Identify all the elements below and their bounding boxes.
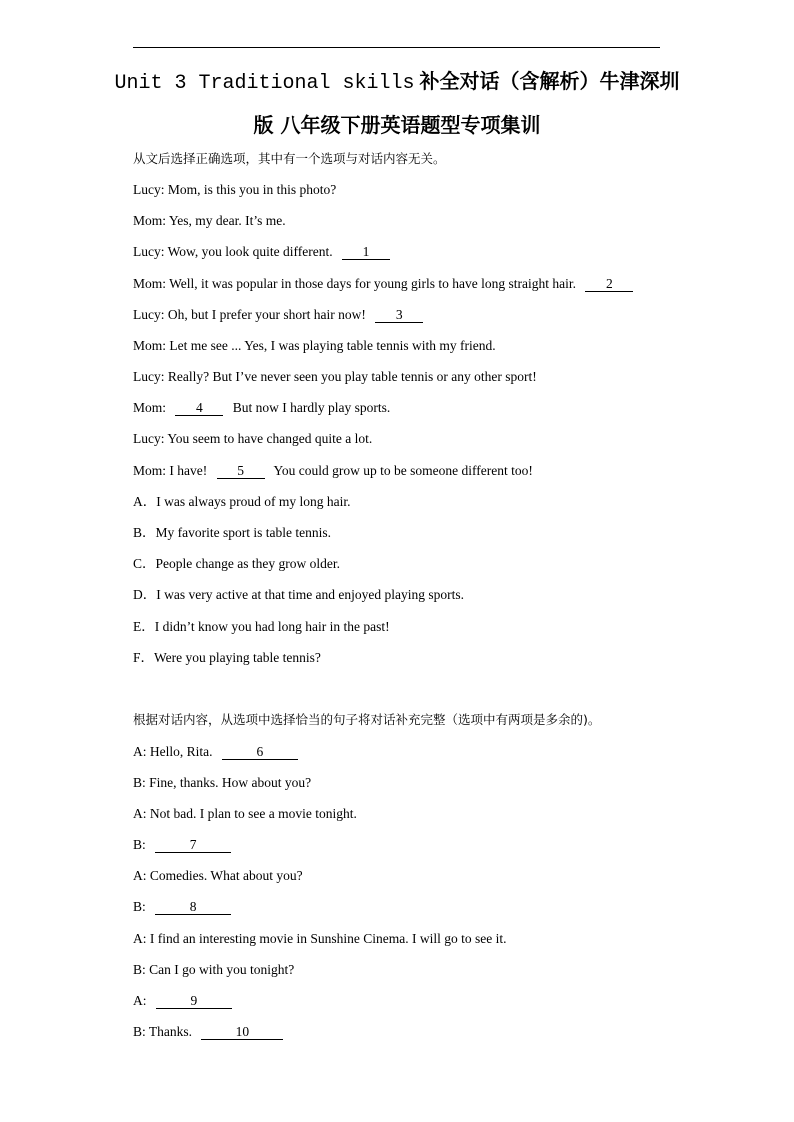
dialogue-text: A: Not bad. I plan to see a movie tonight. (133, 806, 357, 821)
dialogue-text: Lucy: Really? But I’ve never seen you play table tennis or any other sport! (133, 369, 537, 384)
dialogue-text: Lucy: Oh, but I prefer your short hair now! (133, 307, 366, 322)
dialogue-line (133, 774, 311, 792)
answer-blank-9[interactable]: 9 (156, 993, 232, 1009)
dialogue-text: B: (133, 837, 146, 852)
title-unit-text: Unit 3 Traditional skills (114, 72, 415, 95)
dialogue-line (133, 430, 372, 448)
option-f: F．Were you playing table tennis? (133, 650, 321, 665)
option-d: D．I was very active at that time and enjoyed playing sports. (133, 587, 465, 602)
dialogue-line (133, 462, 533, 480)
dialogue-text-after: You could grow up to be someone different too! (273, 463, 533, 478)
dialogue-line (133, 181, 336, 199)
dialogue-text: A: Comedies. What about you? (133, 868, 303, 883)
option-a: A．I was always proud of my long hair. (133, 494, 351, 509)
answer-blank-2[interactable]: 2 (585, 276, 633, 292)
answer-blank-4[interactable]: 4 (175, 400, 223, 416)
dialogue-text: A: (133, 993, 147, 1008)
answer-blank-7[interactable]: 7 (155, 837, 231, 853)
dialogue-text: Mom: Yes, my dear. It’s me. (133, 213, 286, 228)
dialogue-text: Mom: (133, 400, 167, 415)
dialogue-line (133, 399, 390, 417)
answer-blank-10[interactable]: 10 (201, 1024, 283, 1040)
answer-blank-8[interactable]: 8 (155, 899, 231, 915)
dialogue-line (133, 867, 303, 885)
dialogue-text: B: Fine, thanks. How about you? (133, 775, 312, 790)
dialogue-line (133, 212, 286, 230)
dialogue-line (133, 992, 238, 1010)
dialogue-line (133, 275, 639, 293)
option-b: B．My favorite sport is table tennis. (133, 525, 331, 540)
document-title-line-1 (100, 69, 694, 96)
dialogue-text: Mom: Let me see ... Yes, I was playing table tennis with my friend. (133, 338, 496, 353)
document-title-line-2 (100, 113, 694, 138)
answer-blank-5[interactable]: 5 (217, 463, 265, 479)
section1-instruction: 从文后选择正确选项，其中有一个选项与对话内容无关。 (133, 151, 446, 166)
title-cjk-text: 补全对话（含解析）牛津深圳 (419, 69, 680, 93)
dialogue-text: Lucy: Mom, is this you in this photo? (133, 182, 337, 197)
title-cjk-text-2: 版 八年级下册英语题型专项集训 (253, 113, 541, 137)
dialogue-text: Mom: Well, it was popular in those days for young girls to have long straight hair. (133, 276, 576, 291)
dialogue-line (133, 368, 537, 386)
dialogue-line (133, 743, 304, 761)
answer-blank-6[interactable]: 6 (222, 744, 298, 760)
dialogue-text: Lucy: You seem to have changed quite a lot. (133, 431, 373, 446)
option-e: E．I didn’t know you had long hair in the past! (133, 619, 390, 634)
dialogue-text: A: Hello, Rita. (133, 744, 213, 759)
answer-blank-3[interactable]: 3 (375, 307, 423, 323)
dialogue-line (133, 243, 396, 261)
dialogue-text: A: I find an interesting movie in Sunshine Cinema. I will go to see it. (133, 931, 507, 946)
answer-blank-1[interactable]: 1 (342, 244, 390, 260)
dialogue-line (133, 805, 357, 823)
dialogue-line (133, 961, 294, 979)
dialogue-text: B: Can I go with you tonight? (133, 962, 295, 977)
dialogue-line (133, 306, 429, 324)
dialogue-text: Mom: I have! (133, 463, 208, 478)
header-rule (133, 47, 660, 48)
dialogue-line (133, 1023, 289, 1041)
option-c: C．People change as they grow older. (133, 556, 340, 571)
dialogue-line (133, 337, 496, 355)
dialogue-text: B: Thanks. (133, 1024, 193, 1039)
dialogue-line (133, 836, 237, 854)
dialogue-line (133, 930, 506, 948)
dialogue-text: Lucy: Wow, you look quite different. (133, 244, 333, 259)
dialogue-text: B: (133, 899, 146, 914)
dialogue-line (133, 898, 237, 916)
dialogue-text-after: But now I hardly play sports. (232, 400, 391, 415)
section2-instruction: 根据对话内容，从选项中选择恰当的句子将对话补充完整（选项中有两项是多余的)。 (133, 712, 601, 727)
